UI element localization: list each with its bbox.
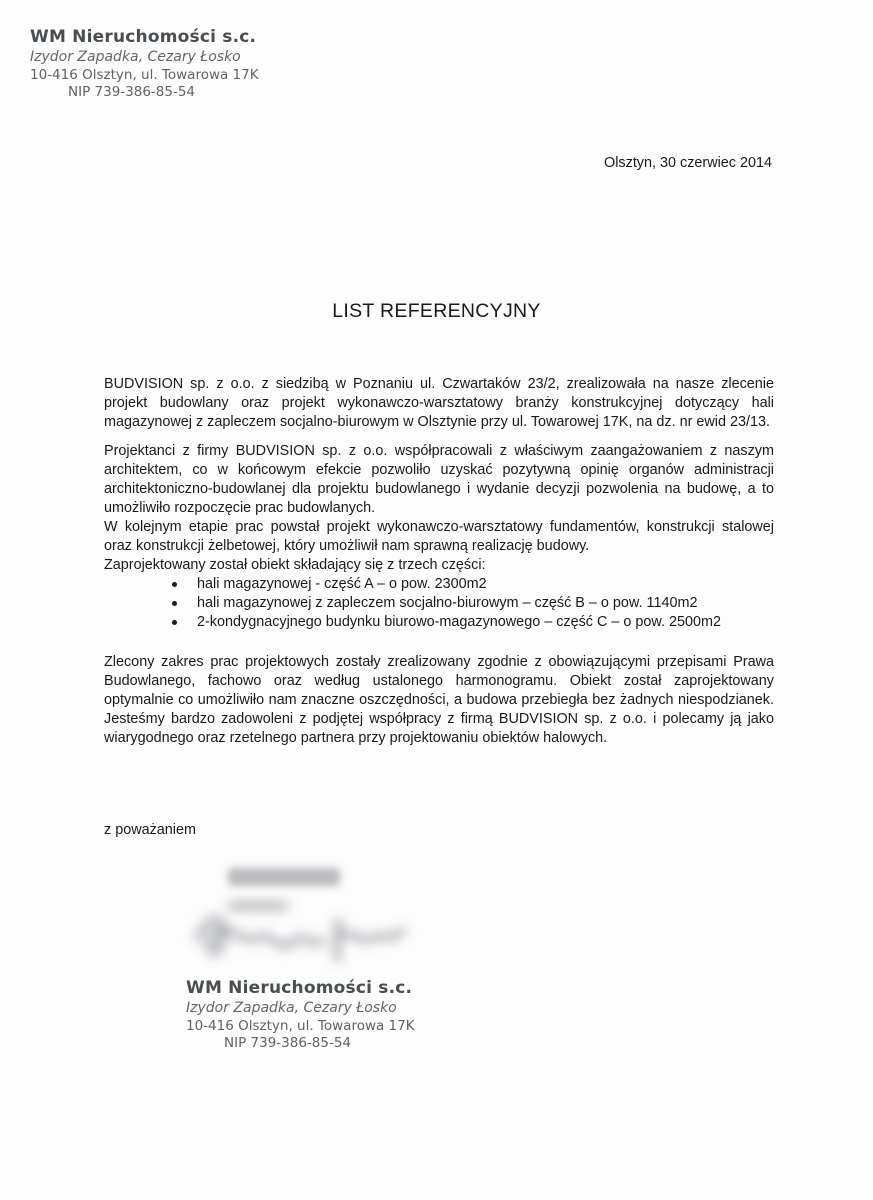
company-stamp-header	[30, 27, 259, 101]
bullet-icon	[172, 601, 177, 606]
list-item-text: hali magazynowej - część A – o pow. 2300m2	[197, 576, 487, 592]
stamp-company-name: WM Nieruchomości s.c.	[30, 27, 257, 47]
bullet-icon	[172, 620, 177, 625]
list-item	[172, 575, 774, 594]
stamp-nip: NIP 739-386-85-54	[68, 83, 196, 100]
stamp-owners: Izydor Zapadka, Cezary Łosko	[30, 48, 241, 65]
stamp-owners: Izydor Zapadka, Cezary Łosko	[186, 999, 397, 1016]
closing-phrase: z poważaniem	[104, 822, 196, 838]
list-item-text: 2-kondygnacyjnego budynku biurowo-magazynowego – część C – o pow. 2500m2	[197, 614, 721, 630]
letter-body	[104, 375, 774, 748]
company-stamp-signature	[186, 978, 415, 1052]
stamp-address: 10-416 Olsztyn, ul. Towarowa 17K	[186, 1017, 415, 1034]
list-item	[172, 594, 774, 613]
bullet-icon	[172, 582, 177, 587]
list-item-text: hali magazynowej z zapleczem socjalno-biurowym – część B – o pow. 1140m2	[197, 595, 698, 611]
stamp-address: 10-416 Olsztyn, ul. Towarowa 17K	[30, 66, 259, 83]
paragraph-next-stage: W kolejnym etapie prac powstał projekt wykonawczo-warsztatowy fundamentów, konstrukcji stalowej oraz konstrukcji żelbetowej, który umożliwił nam sprawną realizację budowy.	[104, 519, 774, 554]
handwritten-signature	[188, 900, 418, 970]
paragraph-intro: BUDVISION sp. z o.o. z siedzibą w Poznaniu ul. Czwartaków 23/2, zrealizowała na nasze zlecenie projekt budowlany oraz projekt wykonawczo-warsztatowy branży konstrukcyjnej dotyczący hali magazynowej z zapleczem socjalno-biurowym w Olsztynie przy ul. Towarowej 17K, na dz. nr ewid 23/13.	[104, 376, 774, 430]
stamp-company-name: WM Nieruchomości s.c.	[186, 978, 413, 998]
paragraph-object-parts: Zaprojektowany został obiekt składający się z trzech części:	[104, 557, 486, 573]
list-item	[172, 613, 774, 632]
signatory-name-stamp	[228, 868, 340, 886]
letter-title: LIST REFERENCYJNY	[332, 300, 541, 322]
object-parts-list	[104, 575, 774, 632]
paragraph-summary: Zlecony zakres prac projektowych zostały zrealizowany zgodnie z obowiązującymi przepisami Prawa Budowlanego, fachowo oraz według ustalonego harmonogramu. Obiekt został zaprojektowany optymalnie co umożliwiło nam znaczne oszczędności, a budowa przebiegła bez żadnych niespodzianek. Jesteśmy bardzo zadowoleni z podjętej współpracy z firmą BUDVISION sp. z o.o. i polecamy ją jako wiarygodnego oraz rzetelnego partnera przy projektowaniu obiektów halowych.	[104, 654, 774, 746]
letter-date: Olsztyn, 30 czerwiec 2014	[604, 155, 772, 171]
stamp-nip: NIP 739-386-85-54	[224, 1034, 352, 1051]
paragraph-cooperation: Projektanci z firmy BUDVISION sp. z o.o. współpracowali z właściwym zaangażowaniem z naszym architektem, co w końcowym efekcie pozwoliło uzyskać pozytywną opinię organów administracji architektoniczno-budowlanej dla projektu budowlanego i wydanie decyzji pozwolenia na budowę, a to umożliwiło rozpoczęcie prac budowlanych.	[104, 443, 774, 516]
